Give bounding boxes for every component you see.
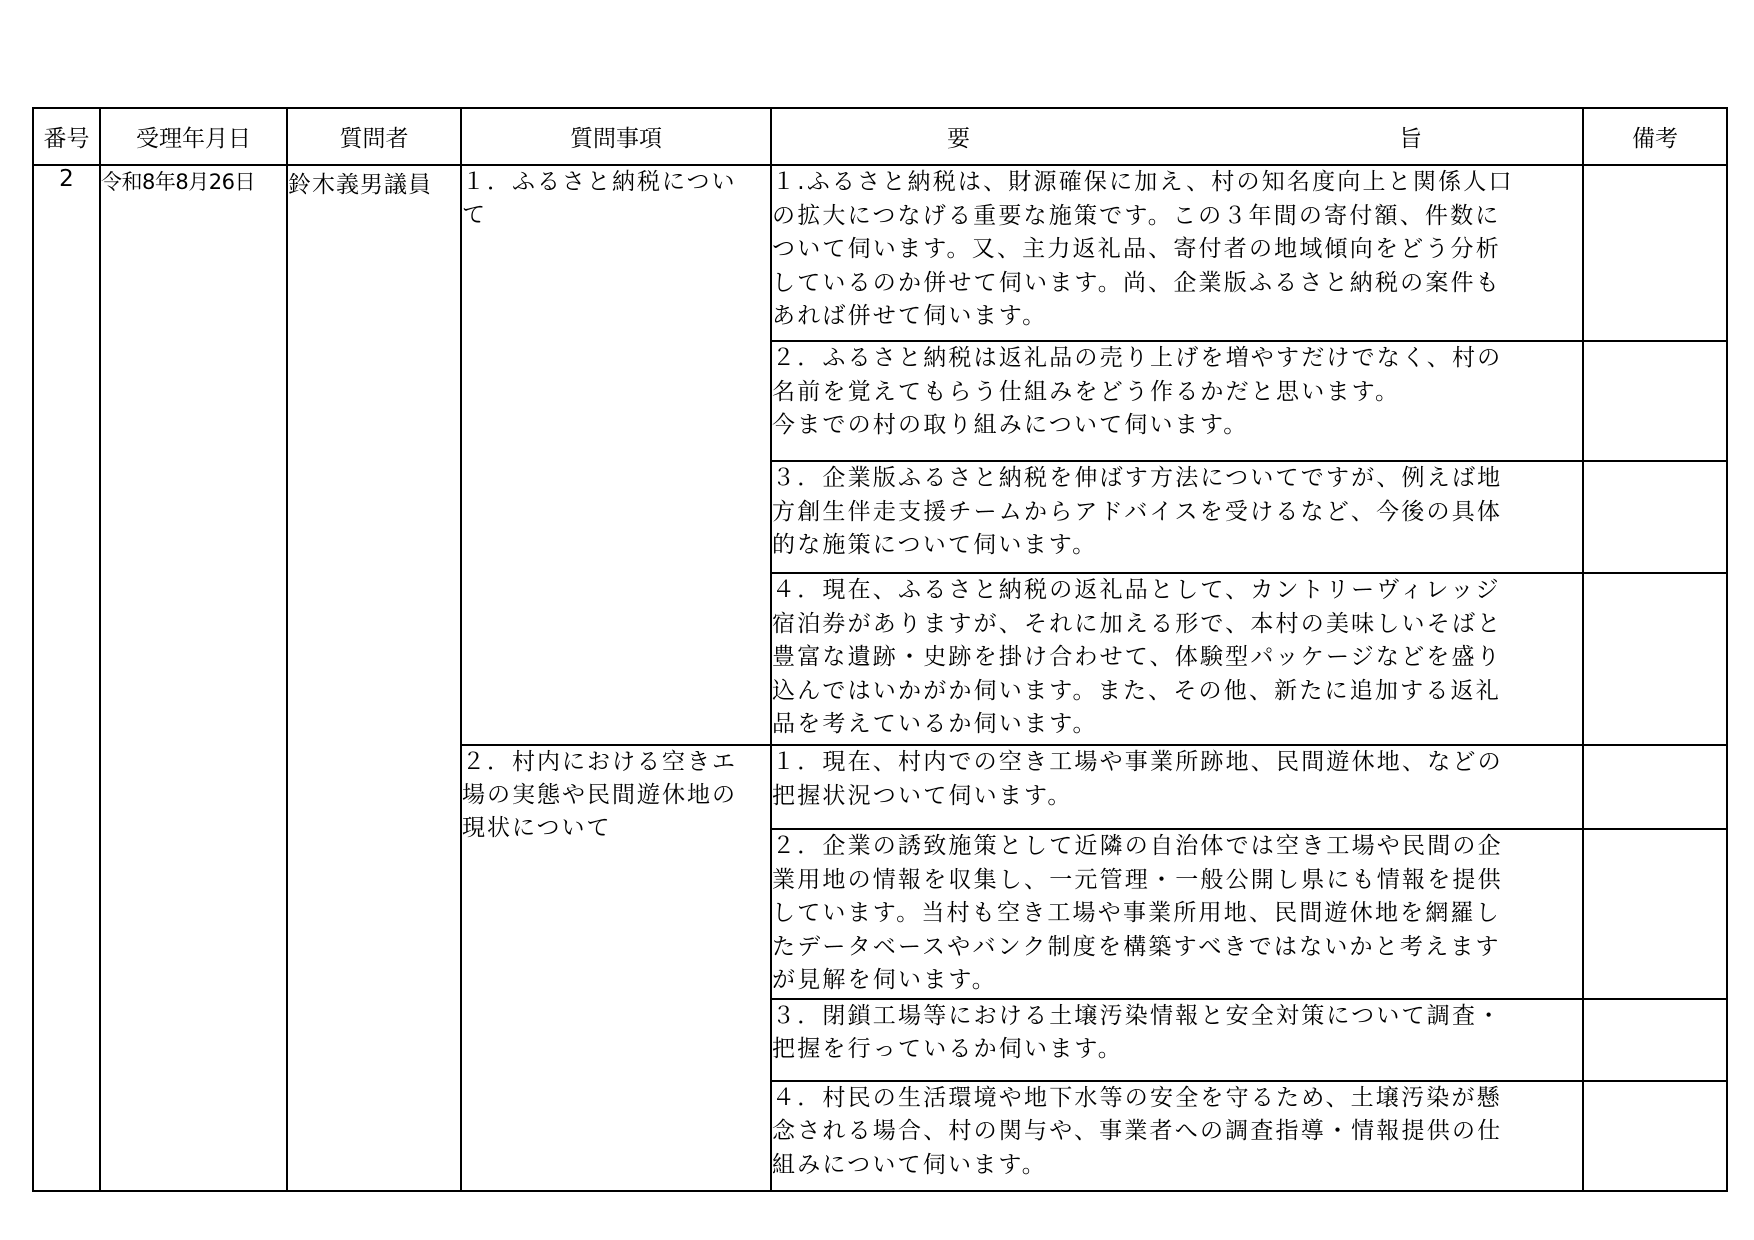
header-remarks: 備考 bbox=[1583, 108, 1727, 165]
note-2-1 bbox=[1583, 745, 1727, 829]
header-number: 番号 bbox=[33, 108, 100, 165]
gist-line: 業用地の情報を収集し、一元管理・一般公開し県にも情報を提供 bbox=[772, 866, 1503, 893]
note-1-1 bbox=[1583, 165, 1727, 341]
note-2-4 bbox=[1583, 1081, 1727, 1191]
gist-line: ３．閉鎖工場等における土壌汚染情報と安全対策について調査・ bbox=[772, 1002, 1503, 1029]
gist-line: たデータベースやバンク制度を構築すべきではないかと考えます bbox=[772, 933, 1501, 960]
question-table bbox=[32, 107, 1728, 1192]
note-2-3 bbox=[1583, 999, 1727, 1081]
header-gist bbox=[771, 108, 1583, 165]
table-row bbox=[33, 165, 1727, 341]
gist-line: 名前を覚えてもらう仕組みをどう作るかだと思います。 bbox=[772, 378, 1401, 405]
gist-line: ４．村民の生活環境や地下水等の安全を守るため、土壌汚染が懸 bbox=[772, 1084, 1502, 1111]
matter-2-line-2: 場の実態や民間遊休地の bbox=[462, 782, 737, 808]
header-row bbox=[33, 108, 1727, 165]
gist-line: 方創生伴走支援チームからアドバイスを受けるなど、今後の具体 bbox=[772, 498, 1503, 525]
matter-2-line-1: ２．村内における空きエ bbox=[462, 749, 737, 775]
gist-line: の拡大につなげる重要な施策です。この３年間の寄付額、件数に bbox=[772, 202, 1501, 229]
gist-2-2 bbox=[771, 829, 1583, 999]
gist-line: 今までの村の取り組みについて伺います。 bbox=[772, 412, 1249, 438]
question-sheet bbox=[32, 107, 1726, 1188]
gist-line: ２．ふるさと納税は返礼品の売り上げを増やすだけでなく、村の bbox=[772, 345, 1503, 371]
header-matter: 質問事項 bbox=[461, 108, 771, 165]
entry-number: 2 bbox=[33, 165, 100, 1191]
gist-line: ついて伺います。又、主力返礼品、寄付者の地域傾向をどう分析 bbox=[772, 236, 1501, 262]
gist-line: １．現在、村内での空き工場や事業所跡地、民間遊休地、などの bbox=[772, 749, 1503, 775]
gist-line: 把握状況ついて伺います。 bbox=[772, 782, 1073, 809]
gist-2-3 bbox=[771, 999, 1583, 1081]
gist-line: 把握を行っているか伺います。 bbox=[772, 1036, 1123, 1062]
gist-line: あれば併せて伺います。 bbox=[772, 303, 1048, 329]
gist-line: 品を考えているか伺います。 bbox=[772, 711, 1098, 737]
entry-date: 令和8年8月26日 bbox=[100, 165, 287, 1191]
gist-line: 組みについて伺います。 bbox=[772, 1151, 1047, 1178]
gist-1-1 bbox=[771, 165, 1583, 341]
gist-line: しているのか併せて伺います。尚、企業版ふるさと納税の案件も bbox=[772, 269, 1501, 296]
gist-line: ３．企業版ふるさと納税を伸ばす方法についてですが、例えば地 bbox=[772, 465, 1503, 491]
matter-1-line-2: て bbox=[462, 202, 487, 228]
matter-2 bbox=[461, 745, 771, 1191]
gist-1-3 bbox=[771, 461, 1583, 573]
gist-line: １.ふるさと納税は、財源確保に加え、村の知名度向上と関係人口 bbox=[772, 169, 1514, 195]
matter-1 bbox=[461, 165, 771, 745]
gist-line: しています。当村も空き工場や事業所用地、民間遊休地を網羅し bbox=[772, 900, 1501, 926]
note-1-2 bbox=[1583, 341, 1727, 461]
gist-1-4 bbox=[771, 573, 1583, 745]
gist-1-2 bbox=[771, 341, 1583, 461]
gist-2-4 bbox=[771, 1081, 1583, 1191]
header-gist-right: 旨 bbox=[1399, 126, 1422, 152]
gist-line: ２．企業の誘致施策として近隣の自治体では空き工場や民間の企 bbox=[772, 833, 1503, 859]
note-2-2 bbox=[1583, 829, 1727, 999]
entry-questioner: 鈴木義男議員 bbox=[287, 165, 461, 1191]
note-1-3 bbox=[1583, 461, 1727, 573]
gist-2-1 bbox=[771, 745, 1583, 829]
gist-line: 的な施策について伺います。 bbox=[772, 532, 1098, 558]
gist-line: ４．現在、ふるさと納税の返礼品として、カントリーヴィレッジ bbox=[772, 577, 1501, 603]
header-questioner: 質問者 bbox=[287, 108, 461, 165]
matter-2-line-3: 現状について bbox=[462, 815, 612, 841]
matter-1-line-1: １．ふるさと納税につい bbox=[462, 169, 737, 195]
gist-line: 豊富な遺跡・史跡を掛け合わせて、体験型パッケージなどを盛り bbox=[772, 644, 1502, 670]
header-gist-left: 要 bbox=[947, 126, 970, 152]
note-1-4 bbox=[1583, 573, 1727, 745]
gist-line: 念される場合、村の関与や、事業者への調査指導・情報提供の仕 bbox=[772, 1118, 1503, 1144]
gist-line: が見解を伺います。 bbox=[772, 967, 997, 993]
header-date: 受理年月日 bbox=[100, 108, 287, 165]
gist-line: 込んではいかがか伺います。また、その他、新たに追加する返礼 bbox=[772, 677, 1501, 704]
gist-line: 宿泊券がありますが、それに加える形で、本村の美味しいそばと bbox=[772, 610, 1503, 637]
